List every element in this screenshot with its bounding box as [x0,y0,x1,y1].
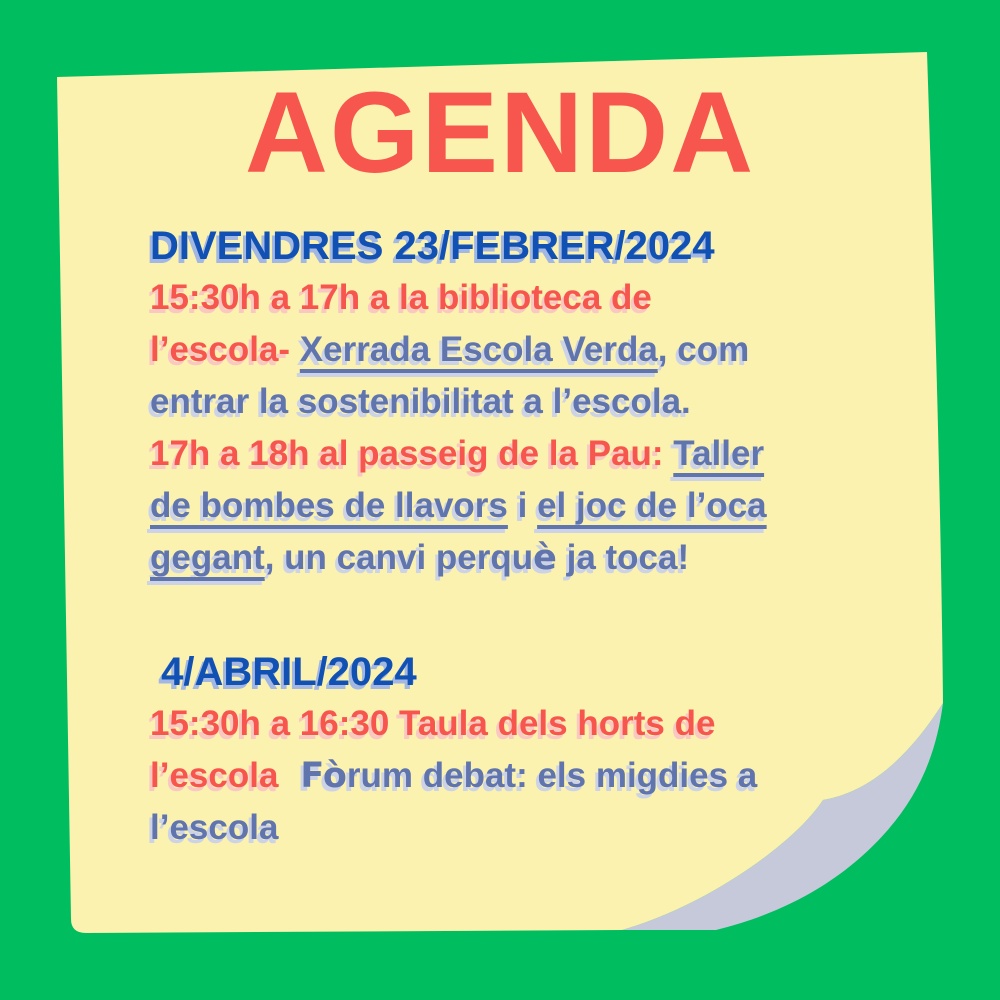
text-line [150,646,890,698]
text-line [150,480,890,532]
underlined-text: Xerrada Escola Verda [299,330,658,369]
text-line [150,750,890,802]
text-line [150,802,890,854]
text-segment: , com [657,330,750,369]
text-segment: l’escola [150,756,289,795]
text-segment: 17h a 18h al passeig de la Pau: [150,434,674,473]
agenda-text-block [150,220,890,854]
text-line [150,532,890,584]
text-line [150,220,890,272]
text-segment: 15:30h a 17h a la biblioteca de [150,278,652,317]
text-segment: ja toca! [556,538,690,577]
text-line [150,376,890,428]
text-segment: l’escola- [150,330,300,369]
underlined-text: gegant [150,538,265,577]
date-heading: DIVENDRES 23/FEBRER/2024 [150,224,715,268]
text-line [150,698,890,750]
underlined-text: Taller [673,434,765,473]
text-segment: è [533,538,557,578]
text-line [150,272,890,324]
text-segment: l’escola [150,808,279,847]
text-segment: i [507,486,538,525]
text-segment: rum debat: els migdies a [346,756,758,795]
text-segment: 15:30h a 16:30 Taula dels horts de [150,704,716,743]
text-segment: entrar la sostenibilitat a l’escola. [150,382,691,421]
text-line [150,428,890,480]
underlined-text: el joc de l’oca [537,486,767,525]
date-heading: 4/ABRIL/2024 [150,650,417,694]
page-title: AGENDA [244,69,756,197]
text-line [150,324,890,376]
text-segment: Fò [288,756,347,796]
underlined-text: de bombes de llavors [150,486,508,525]
text-segment: , un canvi perqu [264,538,534,577]
section-gap [150,584,890,646]
